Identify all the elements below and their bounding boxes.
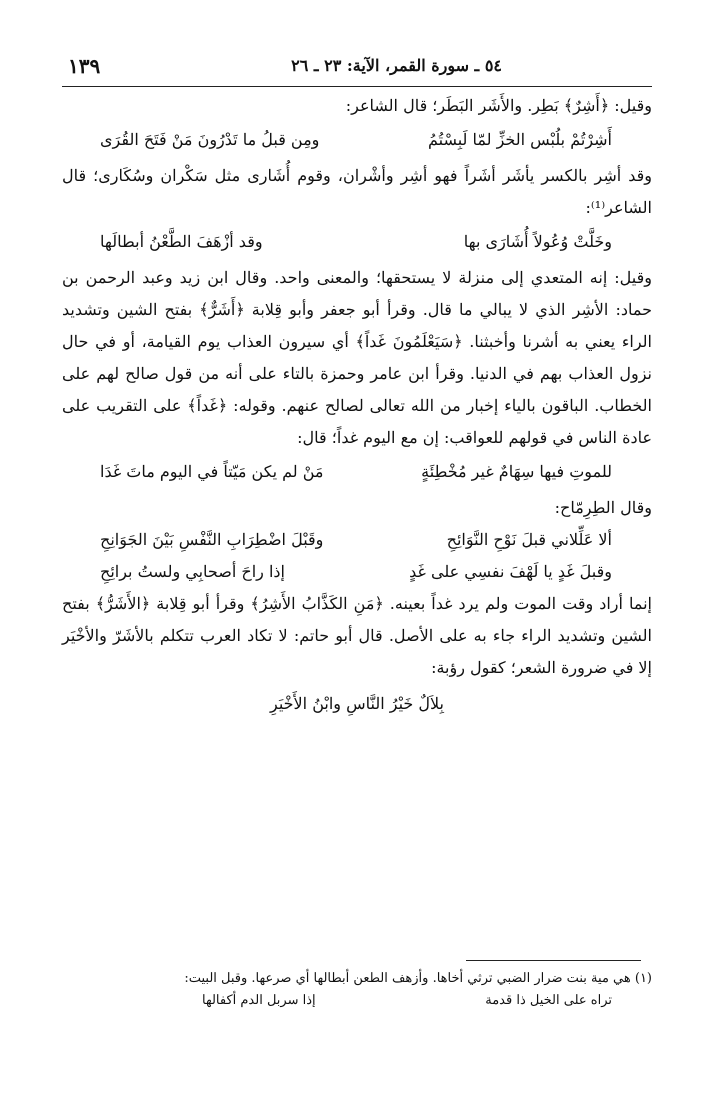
footnote-divider — [466, 960, 641, 961]
hemistich-first: للموتِ فيها سِهَامٌ غير مُخْطِئَةٍ — [421, 462, 612, 481]
hemistich-second: إذا سربل الدم أكفالها — [202, 993, 316, 1008]
hemistich-first: ألا عَلِّلاني قبلَ نَوْحِ النَّوَائِحِ — [446, 530, 612, 549]
verse-line — [62, 524, 652, 556]
hemistich-second: إذا راحَ أصحابِي ولستُ برائِحِ — [100, 562, 285, 581]
verse-line — [62, 556, 652, 588]
footnotes — [62, 968, 652, 1012]
footnote: (١) هي مية بنت ضرار الضبي ترثي أخاها. وأزهف الطعن أبطالها أي صرعها. وقبل البيت: — [184, 971, 652, 986]
hemistich-second: مَنْ لم يكن مَيّتاً في اليوم ماتَ غَدَا — [100, 462, 324, 481]
footnote-verse — [62, 990, 652, 1012]
hemistich-first: تراه على الخيل ذا قدمة — [485, 993, 612, 1008]
hemistich-first: وقبلَ غَدٍ يا لَهْفَ نفسِي على غَدٍ — [409, 562, 612, 581]
page-header — [62, 52, 652, 87]
hemistich-second: وقَبْلَ اضْطِرَابِ النَّفْسِ بَيْنَ الجَوَانِحِ — [100, 530, 324, 549]
hemistich-second: وقد أزْهَفَ الطَّعْنُ أبطالَها — [100, 232, 263, 251]
verse-rajaz: بِلاَلٌ خَيْرُ النَّاسِ وابْنُ الأَخْيَرِ — [270, 694, 444, 713]
verse-line — [62, 122, 652, 160]
verse-line — [62, 454, 652, 492]
running-title: ٥٤ ـ سورة القمر، الآية: ٢٣ ـ ٢٦ — [291, 56, 502, 75]
hemistich-first: وخَلَّتْ وُعُولاً أُشَارَى بها — [463, 232, 612, 251]
page-number: ١٣٩ — [68, 54, 101, 78]
paragraph: وقيل: ﴿أَشِرٌ﴾ بَطِر. والأَشَر البَطَر؛ قال الشاعر: — [345, 96, 652, 115]
paragraph: وقيل: إنه المتعدي إلى منزلة لا يستحقها؛ والمعنى واحد. وقال ابن زيد وعبد الرحمن بن حماد: الأشِر الذي لا يبالي ما قال. وقرأ أبو جعفر وأبو قِلابة ﴿أَشَرٌّ﴾ بفتح الشين وتشديد الراء يعني به أشرنا وأخبثنا. ﴿سَيَعْلَمُونَ غَداً﴾ أي سيرون العذاب يوم القيامة، أو في حال نزول العذاب بهم في الدنيا. وقرأ ابن عامر وحمزة بالتاء على أنه من قول صالح لهم على الخطاب. الباقون بالياء إخبار من الله تعالى لصالح عنهم. وقوله: ﴿غَداً﴾ على التقريب على عادة الناس في قولهم للعواقب: إن مع اليوم غداً؛ قال: — [62, 268, 652, 447]
hemistich-second: ومِن قبلُ ما تَدْرُونَ مَنْ فَتَحَ القُرَى — [100, 130, 320, 149]
paragraph: وقال الطِرِمّاح: — [554, 498, 652, 517]
paragraph: وقد أشِر بالكسر يأشَر أشَراً فهو أشِر وأشْران، وقوم أُشَارى مثل سَكْران وسُكَارى؛ قال الشاعر⁽¹⁾: — [62, 166, 652, 217]
paragraph: إنما أراد وقت الموت ولم يرد غداً بعينه. ﴿مَنِ الكَذَّابُ الأَشِرُ﴾ وقرأ أبو قِلابة ﴿الأَشَرُّ﴾ بفتح الشين وتشديد الراء جاء به على الأصل. قال أبو حاتم: لا تكاد العرب تتكلم بالأشَرّ والأخْيَر إلا في ضرورة الشعر؛ كقول رؤبة: — [62, 594, 653, 677]
verse-line — [62, 224, 652, 262]
main-text — [62, 90, 652, 724]
hemistich-first: أَشِرْتُمْ بلُبْس الخزِّ لمّا لَبِسْتُمُ — [427, 130, 612, 149]
